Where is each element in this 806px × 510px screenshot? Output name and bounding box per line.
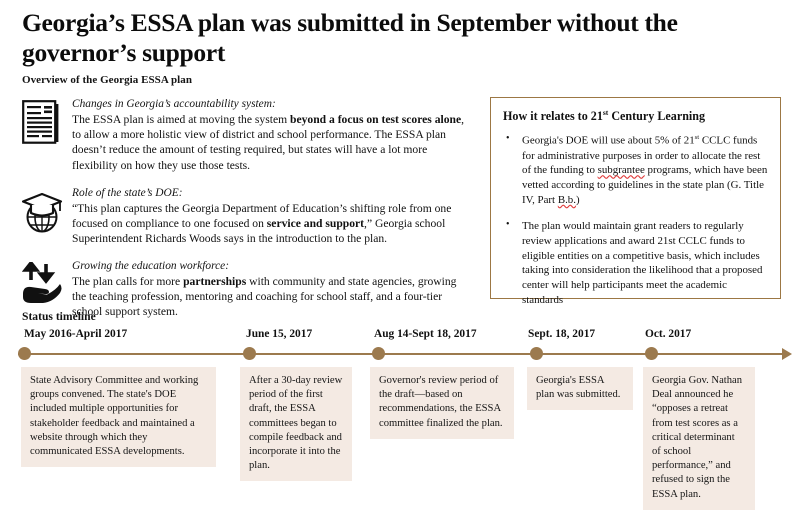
key-point-text: “This plan captures the Georgia Department of Education’s shifting role from one focused on compliance to one focused on service and support,” Georgia school Superintendent Richards Woods says in the introduction to the plan.: [72, 201, 452, 245]
key-points-column: [22, 97, 467, 332]
timeline-dot: [18, 347, 31, 360]
timeline-event-box: Georgia's ESSA plan was submitted.: [527, 367, 633, 410]
century-learning-bullet-list: [503, 133, 768, 308]
key-point-heading: Growing the education workforce:: [72, 260, 230, 273]
graduation-cap-globe-icon: [22, 186, 68, 235]
timeline-dot: [243, 347, 256, 360]
timeline-date: June 15, 2017: [246, 328, 313, 340]
timeline-dot: [530, 347, 543, 360]
timeline-event-box: Governor's review period of the draft—based on recommendations, the ESSA committee finalized the plan.: [370, 367, 514, 439]
timeline-heading: Status timeline: [22, 310, 96, 323]
timeline-arrow-icon: [782, 348, 792, 360]
timeline-axis: [18, 353, 788, 355]
key-point-text: The ESSA plan is aimed at moving the system beyond a focus on test scores alone, to allow a more holistic view of district and school performance. The ESSA plan doesn’t reduce the amount of testing required, but states will have a lot more flexibility on how they use those tests.: [72, 112, 465, 172]
list-item: • The plan would maintain grant readers to regularly review applications and award 21st CCLC funds to eligible entities on a competitive basis, which includes taking into consideration the likelihood that a proposed center will help participants meet the academic standards: [503, 219, 768, 308]
key-point-heading: Role of the state’s DOE:: [72, 186, 183, 199]
timeline-date: Sept. 18, 2017: [528, 328, 596, 340]
list-item: • Georgia's DOE will use about 5% of 21st CCLC funds for administrative purposes in order to allocate the rest of the funding to subgrantee programs, which have been vetted according to guidelines in the state plan (G. Title IV, Part B.b.): [503, 133, 768, 208]
key-point-heading: Changes in Georgia’s accountability system:: [72, 98, 276, 111]
century-learning-box: [490, 97, 781, 307]
status-timeline: [0, 310, 806, 504]
page-subtitle: Overview of the Georgia ESSA plan: [22, 74, 193, 87]
timeline-dot: [645, 347, 658, 360]
key-point-body: [68, 186, 467, 246]
timeline-date: May 2016-April 2017: [24, 328, 128, 340]
page-title: Georgia’s ESSA plan was submitted in September without the governor’s support: [22, 8, 678, 67]
document-icon: [22, 97, 68, 144]
key-point-body: [68, 97, 467, 173]
key-point-text: The plan calls for more partnerships with community and state agencies, growing the teaching profession, mentoring and coaching for school staff, and a four-tier school support system.: [72, 274, 457, 319]
timeline-event-box: State Advisory Committee and working groups convened. The state's DOE included multiple opportunities for stakeholder feedback and maintained a website through which they communicated ESSA developments.: [21, 367, 216, 467]
key-point-state-doe: [22, 186, 467, 246]
timeline-event-box: After a 30-day review period of the first draft, the ESSA committees began to compile feedback and incorporate it into the plan.: [240, 367, 352, 481]
page-header: [0, 0, 806, 86]
hand-arrows-icon: [22, 259, 68, 306]
timeline-dot: [372, 347, 385, 360]
key-point-accountability: [22, 97, 467, 173]
timeline-date: Aug 14-Sept 18, 2017: [374, 328, 477, 340]
century-learning-title: How it relates to 21st Century Learning: [503, 108, 706, 124]
timeline-date: Oct. 2017: [645, 328, 692, 340]
timeline-event-box: Georgia Gov. Nathan Deal announced he “opposes a retreat from test scores as a critical determinant of school performance,” and refused to sign the ESSA plan.: [643, 367, 755, 510]
